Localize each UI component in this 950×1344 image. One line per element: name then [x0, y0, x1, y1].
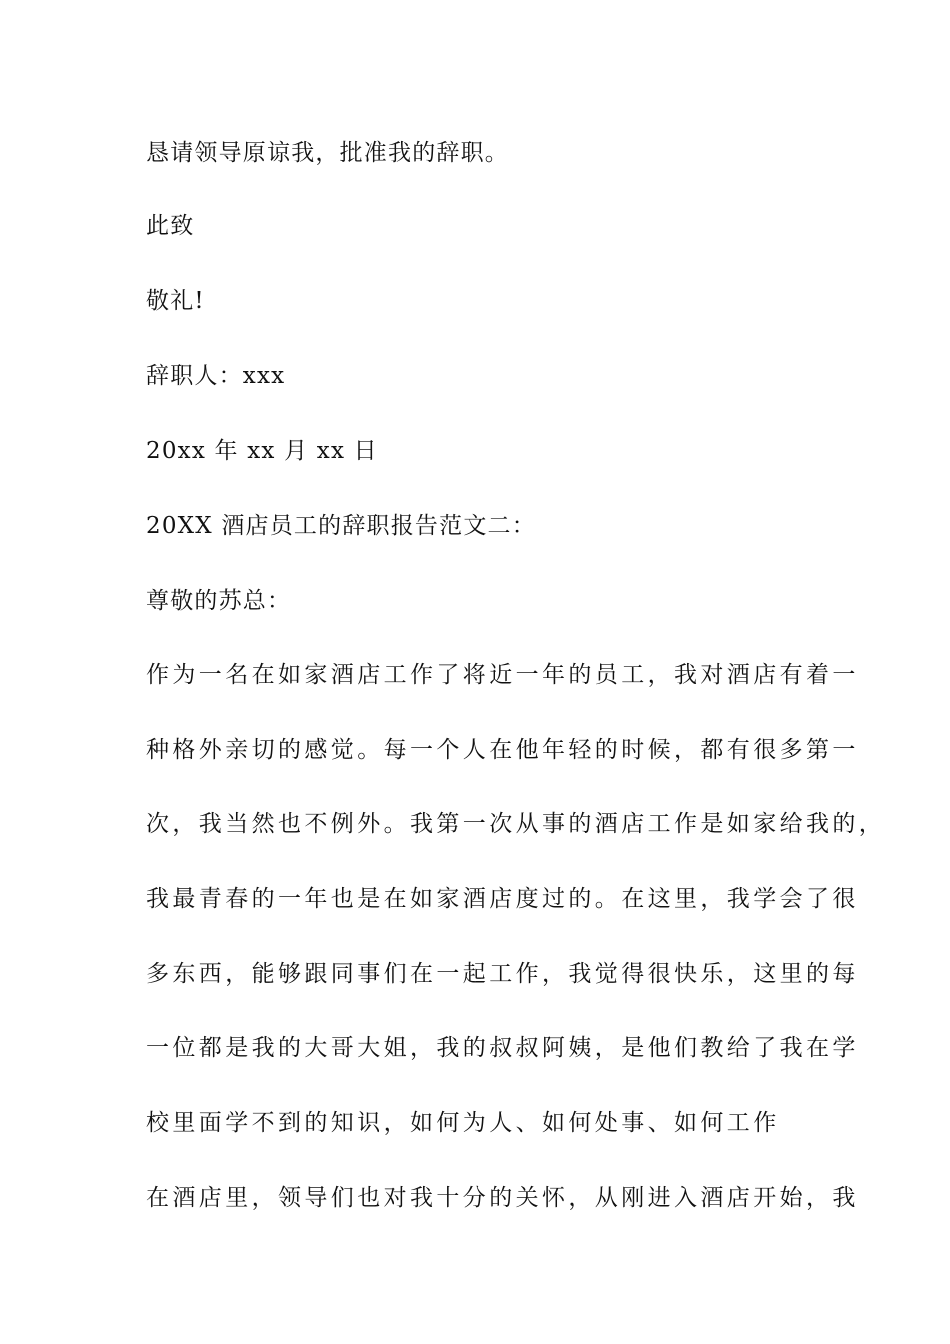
closing-request-line: 恳请领导原谅我，批准我的辞职。: [146, 140, 509, 166]
body-text-line: 校里面学不到的知识，如何为人、如何处事、如何工作: [146, 1110, 780, 1136]
body-text-line: 我最青春的一年也是在如家酒店度过的。在这里，我学会了很: [146, 886, 859, 912]
body-text-line: 多东西，能够跟同事们在一起工作，我觉得很快乐，这里的每: [146, 961, 859, 987]
body-text-line: 在酒店里，领导们也对我十分的关怀，从刚进入酒店开始，我: [146, 1185, 859, 1211]
section-heading: 20XX 酒店员工的辞职报告范文二：: [146, 513, 536, 539]
body-text-line: 次，我当然也不例外。我第一次从事的酒店工作是如家给我的，: [146, 811, 886, 837]
greeting-line: 尊敬的苏总：: [146, 588, 292, 614]
body-text-line: 作为一名在如家酒店工作了将近一年的员工，我对酒店有着一: [146, 662, 859, 688]
date-line: 20xx 年 xx 月 xx 日: [146, 438, 378, 464]
body-text-line: 种格外亲切的感觉。每一个人在他年轻的时候，都有很多第一: [146, 737, 859, 763]
regards-line: 敬礼!: [146, 288, 205, 314]
signature-line: 辞职人：xxx: [146, 363, 286, 389]
salutation-closing-line: 此致: [146, 213, 195, 239]
body-text-line: 一位都是我的大哥大姐，我的叔叔阿姨，是他们教给了我在学: [146, 1035, 859, 1061]
